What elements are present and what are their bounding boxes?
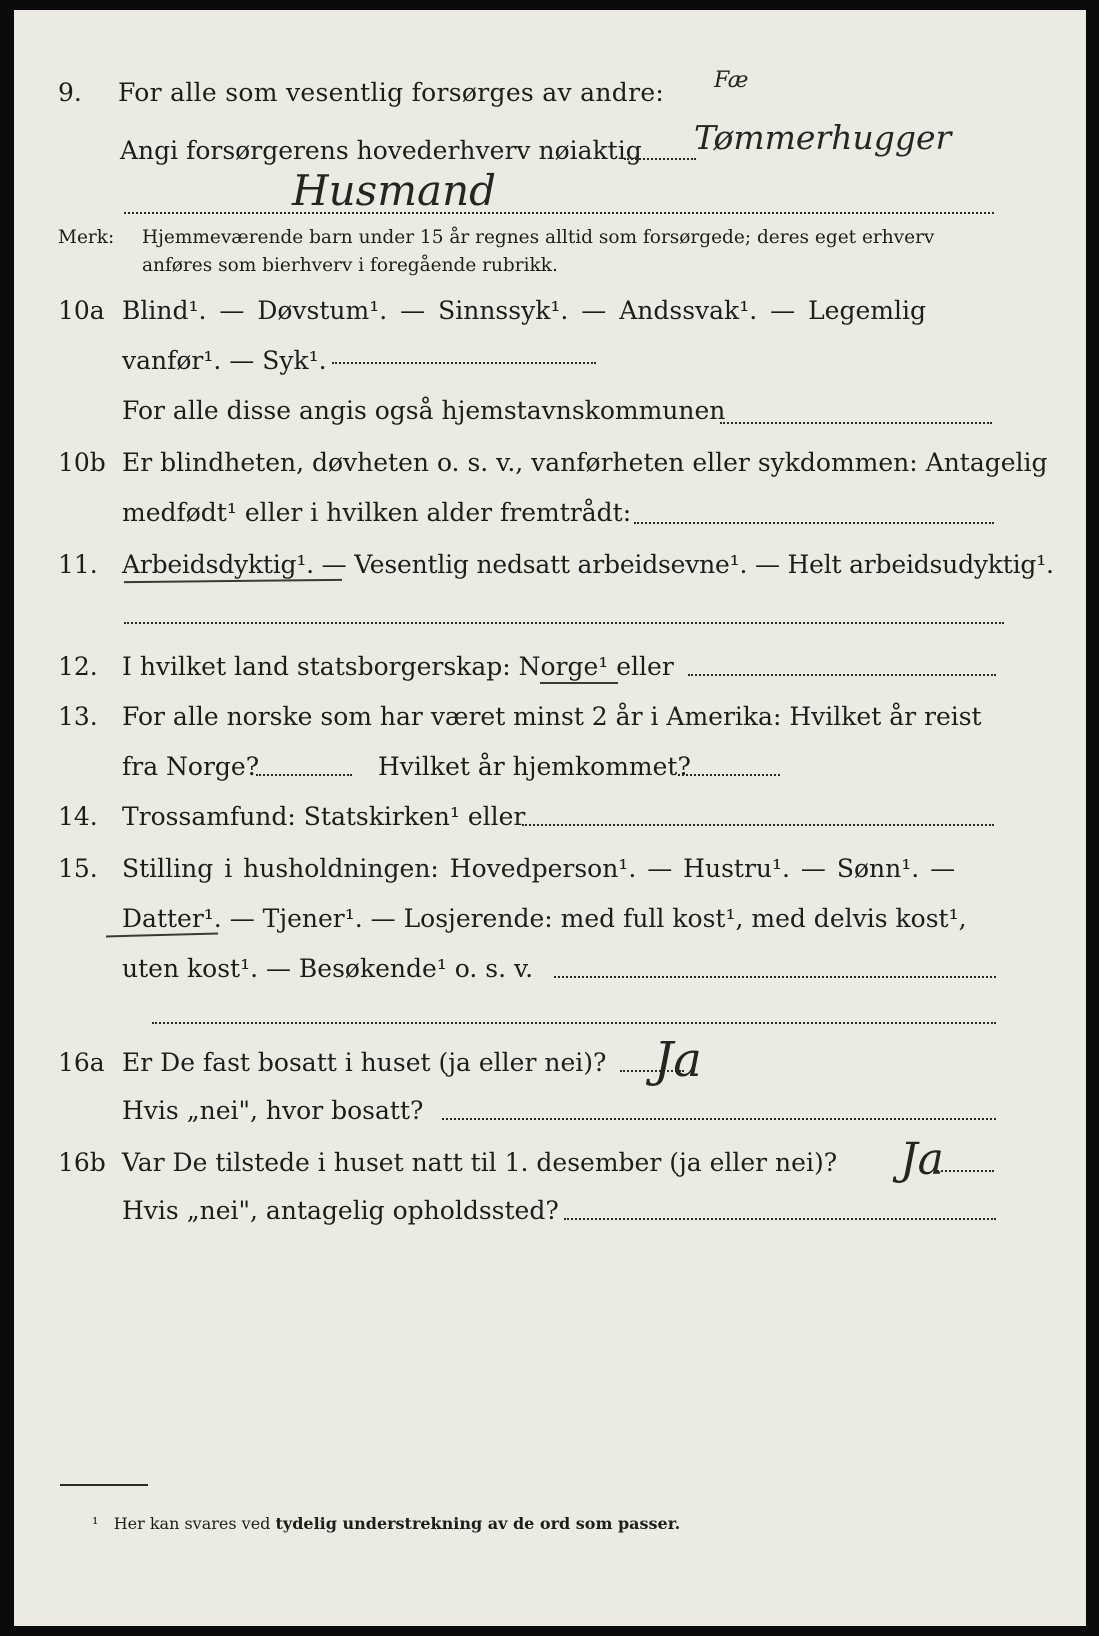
q15-answer-line2	[152, 1022, 996, 1024]
q9-answer-line1	[624, 158, 696, 160]
q12-number: 12.	[58, 652, 98, 681]
q10a-line1: Blind¹. — Døvstum¹. — Sinnssyk¹. — Andssvak¹. — Legemlig	[122, 296, 926, 325]
q11-answer-line	[124, 622, 1004, 624]
q15-line2: Datter¹. — Tjener¹. — Losjerende: med full kost¹, med delvis kost¹,	[122, 904, 967, 933]
q16b-line2: Hvis „nei", antagelig opholdssted?	[122, 1196, 559, 1225]
q13-line2a: fra Norge?	[122, 752, 260, 781]
q16b-answer-line	[934, 1170, 994, 1172]
q16b-line1: Var De tilstede i huset natt til 1. desember (ja eller nei)?	[122, 1148, 838, 1177]
footnote-text-plain: Her kan svares ved	[113, 1514, 271, 1533]
q11-number: 11.	[58, 550, 98, 579]
q13-departure-answer-line	[256, 774, 352, 776]
q12-answer-line	[688, 674, 996, 676]
q15-answer-line1	[554, 976, 996, 978]
q15-line3: uten kost¹. — Besøkende¹ o. s. v.	[122, 954, 534, 983]
q10b-line2: medfødt¹ eller i hvilken alder fremtrådt:	[122, 498, 632, 527]
q16a-line2: Hvis „nei", hvor bosatt?	[122, 1096, 424, 1125]
q9-line2: Angi forsørgerens hovederhverv nøiaktig	[120, 136, 642, 165]
footnote-mark: ¹	[92, 1514, 99, 1533]
q11-line1: Arbeidsdyktig¹. — Vesentlig nedsatt arbeidsevne¹. — Helt arbeidsudyktig¹.	[122, 550, 1054, 579]
q16a-handwritten-answer: Ja	[654, 1032, 702, 1088]
q16b-location-answer-line	[564, 1218, 996, 1220]
q15-number: 15.	[58, 854, 98, 883]
q10a-line2: vanfør¹. — Syk¹.	[122, 346, 327, 375]
q13-return-answer-line	[678, 774, 780, 776]
footnote	[92, 1514, 680, 1533]
q16b-number: 16b	[58, 1148, 106, 1177]
q13-number: 13.	[58, 702, 98, 731]
q10b-answer-line	[634, 522, 994, 524]
footnote-rule	[60, 1484, 148, 1486]
q10a-hometown-answer-line	[720, 422, 992, 424]
q10b-line1: Er blindheten, døvheten o. s. v., vanførheten eller sykdommen: Antagelig	[122, 448, 1048, 477]
q9-number: 9.	[58, 78, 82, 107]
census-form-page	[14, 10, 1086, 1626]
q12-handwritten-underline	[540, 682, 618, 684]
q16a-residence-answer-line	[442, 1118, 996, 1120]
q9-handwritten-top: Fæ	[714, 68, 749, 93]
q9-handwritten-answer2: Husmand	[292, 166, 497, 215]
q10a-number: 10a	[58, 296, 105, 325]
q14-line1: Trossamfund: Statskirken¹ eller	[122, 802, 526, 831]
q10a-line3: For alle disse angis også hjemstavnskommunen	[122, 396, 726, 425]
q16a-number: 16a	[58, 1048, 105, 1077]
q9-handwritten-answer1: Tømmerhugger	[694, 118, 952, 157]
q13-line2b: Hvilket år hjemkommet?	[378, 752, 691, 781]
q9-line1: For alle som vesentlig forsørges av andre:	[118, 78, 665, 107]
footnote-text-bold: tydelig understrekning av de ord som passer.	[275, 1514, 681, 1533]
q10b-number: 10b	[58, 448, 106, 477]
q16b-handwritten-answer: Ja	[900, 1134, 944, 1185]
merk-line1: Hjemmeværende barn under 15 år regnes alltid som forsørgede; deres eget erhverv	[142, 227, 935, 248]
q9-answer-line2	[124, 212, 994, 214]
q16a-line1: Er De fast bosatt i huset (ja eller nei)?	[122, 1048, 607, 1077]
q14-answer-line	[522, 824, 994, 826]
merk-line2: anføres som bierhverv i foregående rubrikk.	[142, 255, 558, 276]
q10a-syk-answer-line	[332, 362, 596, 364]
q12-line1: I hvilket land statsborgerskap: Norge¹ eller	[122, 652, 674, 681]
merk-label: Merk:	[58, 227, 115, 248]
q13-line1: For alle norske som har været minst 2 år i Amerika: Hvilket år reist	[122, 702, 982, 731]
q14-number: 14.	[58, 802, 98, 831]
q15-line1: Stilling i husholdningen: Hovedperson¹. — Hustru¹. — Sønn¹. —	[122, 854, 956, 883]
